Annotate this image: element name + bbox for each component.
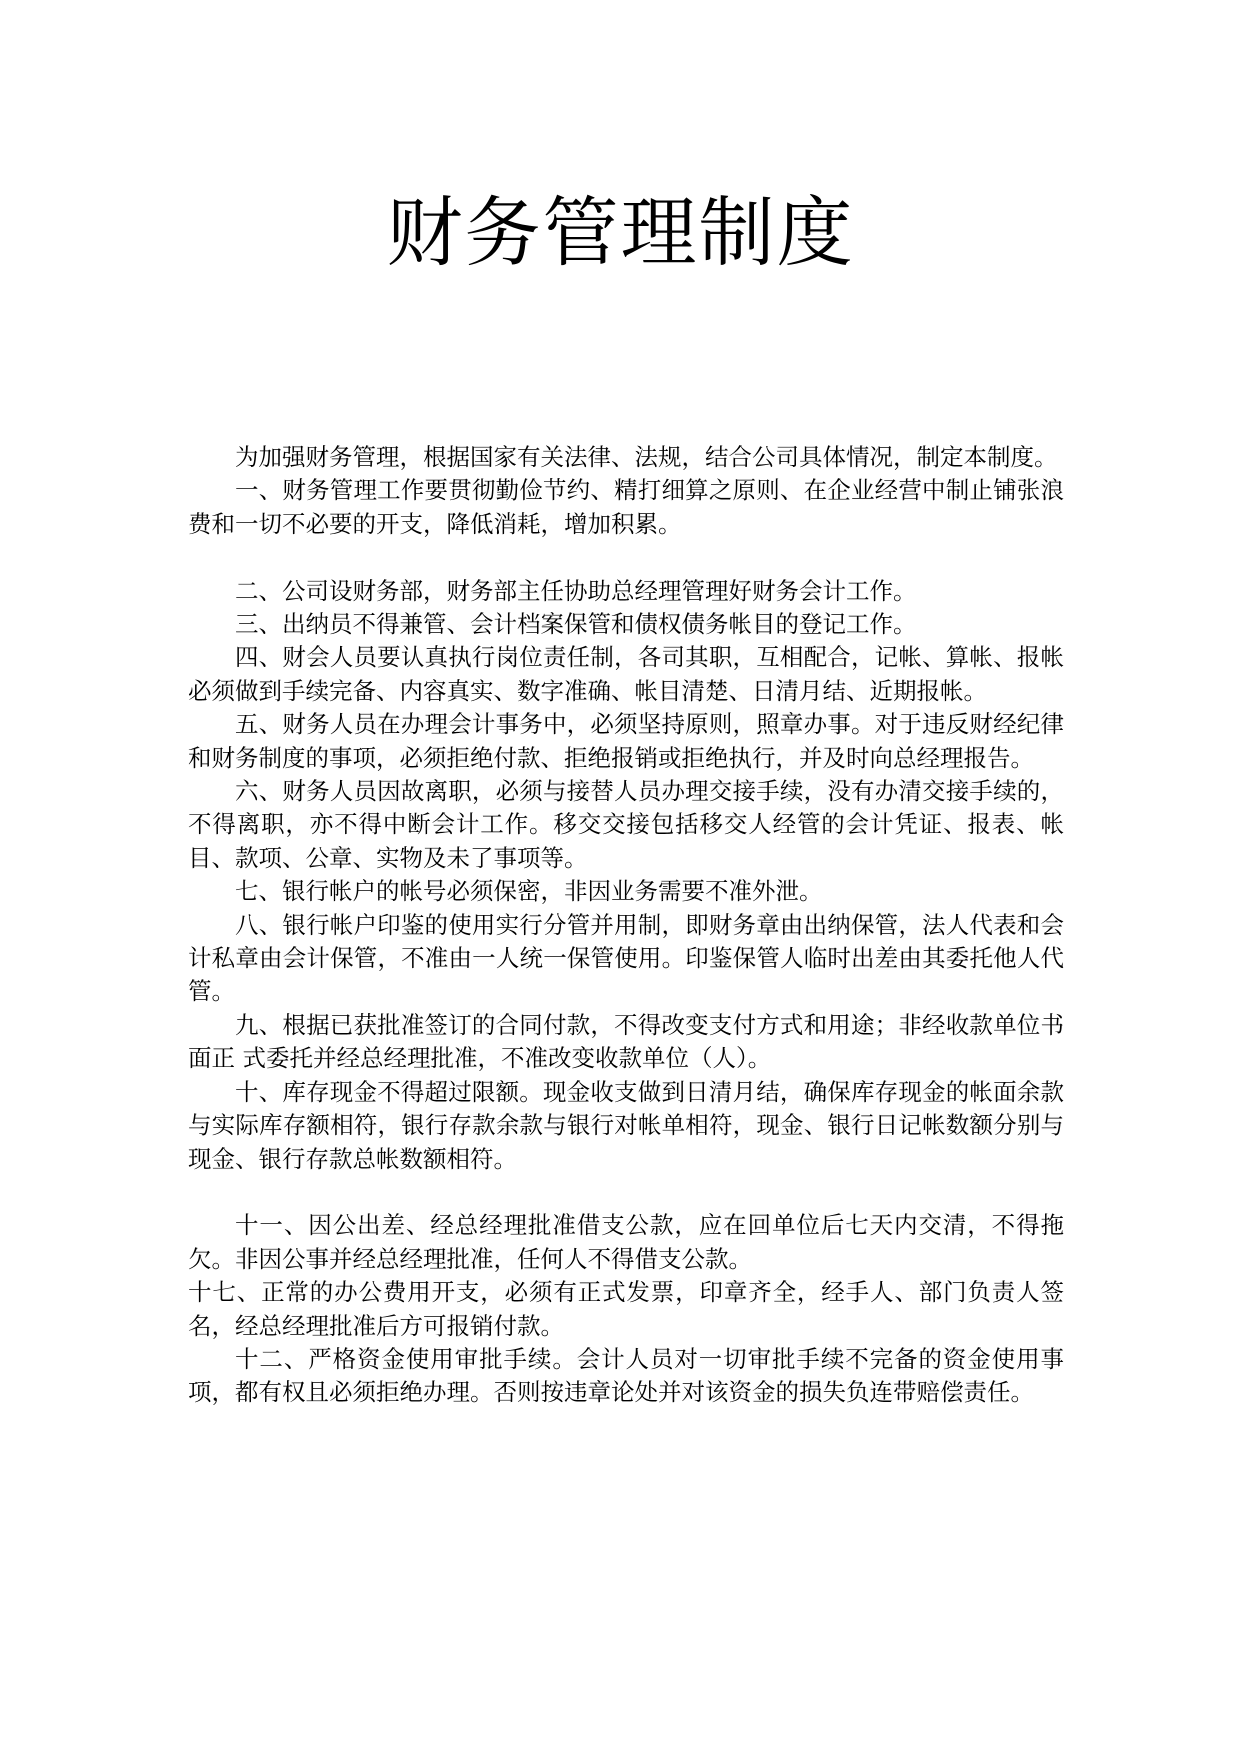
paragraph-clause-5: 五、财务人员在办理会计事务中，必须坚持原则，照章办事。对于违反财经纪律和财务制度的事项，必须拒绝付款、拒绝报销或拒绝执行，并及时向总经理报告。 — [188, 710, 1064, 772]
paragraph-clause-4: 四、财会人员要认真执行岗位责任制，各司其职，互相配合，记帐、算帐、报帐必须做到手续完备、内容真实、数字准确、帐目清楚、日清月结、近期报帐。 — [188, 643, 1064, 705]
paragraph-preamble: 为加强财务管理，根据国家有关法律、法规，结合公司具体情况，制定本制度。 — [235, 443, 1058, 471]
paragraph-clause-2: 二、公司设财务部，财务部主任协助总经理管理好财务会计工作。 — [235, 576, 917, 605]
paragraph-gap — [188, 1176, 1064, 1209]
paragraph-clause-17: 十七、正常的办公费用开支，必须有正式发票，印章齐全，经手人、部门负责人签名，经总经理批准后方可报销付款。 — [188, 1278, 1064, 1340]
paragraph-gap — [188, 541, 1064, 574]
document-body — [188, 441, 1064, 1410]
paragraph-clause-9: 九、根据已获批准签订的合同付款，不得改变支付方式和用途；非经收款单位书面正 式委托并经总经理批准，不准改变收款单位（人）。 — [188, 1010, 1064, 1073]
document-title: 财务管理制度 — [386, 188, 855, 277]
paragraph-clause-8: 八、银行帐户印鉴的使用实行分管并用制，即财务章由出纳保管，法人代表和会计私章由会计保管，不准由一人统一保管使用。印鉴保管人临时出差由其委托他人代管。 — [188, 910, 1064, 1006]
paragraph-clause-11: 十一、因公出差、经总经理批准借支公款，应在回单位后七天内交清，不得拖欠。非因公事并经总经理批准，任何人不得借支公款。 — [188, 1211, 1064, 1273]
paragraph-clause-10: 十、库存现金不得超过限额。现金收支做到日清月结，确保库存现金的帐面余款与实际库存额相符，银行存款余款与银行对帐单相符，现金、银行日记帐数额分别与现金、银行存款总帐数额相符。 — [188, 1077, 1064, 1173]
paragraph-clause-12: 十二、严格资金使用审批手续。会计人员对一切审批手续不完备的资金使用事项，都有权且必须拒绝办理。否则按违章论处并对该资金的损失负连带赔偿责任。 — [188, 1344, 1064, 1407]
paragraph-clause-1: 一、财务管理工作要贯彻勤俭节约、精打细算之原则、在企业经营中制止铺张浪费和一切不必要的开支，降低消耗，增加积累。 — [188, 476, 1064, 538]
paragraph-clause-3: 三、出纳员不得兼管、会计档案保管和债权债务帐目的登记工作。 — [235, 610, 917, 639]
paragraph-clause-6: 六、财务人员因故离职，必须与接替人员办理交接手续，没有办清交接手续的，不得离职，亦不得中断会计工作。移交交接包括移交人经管的会计凭证、报表、帐目、款项、公章、实物及未了事项等。 — [188, 777, 1064, 872]
paragraph-clause-7: 七、银行帐户的帐号必须保密，非因业务需要不准外泄。 — [235, 877, 823, 906]
